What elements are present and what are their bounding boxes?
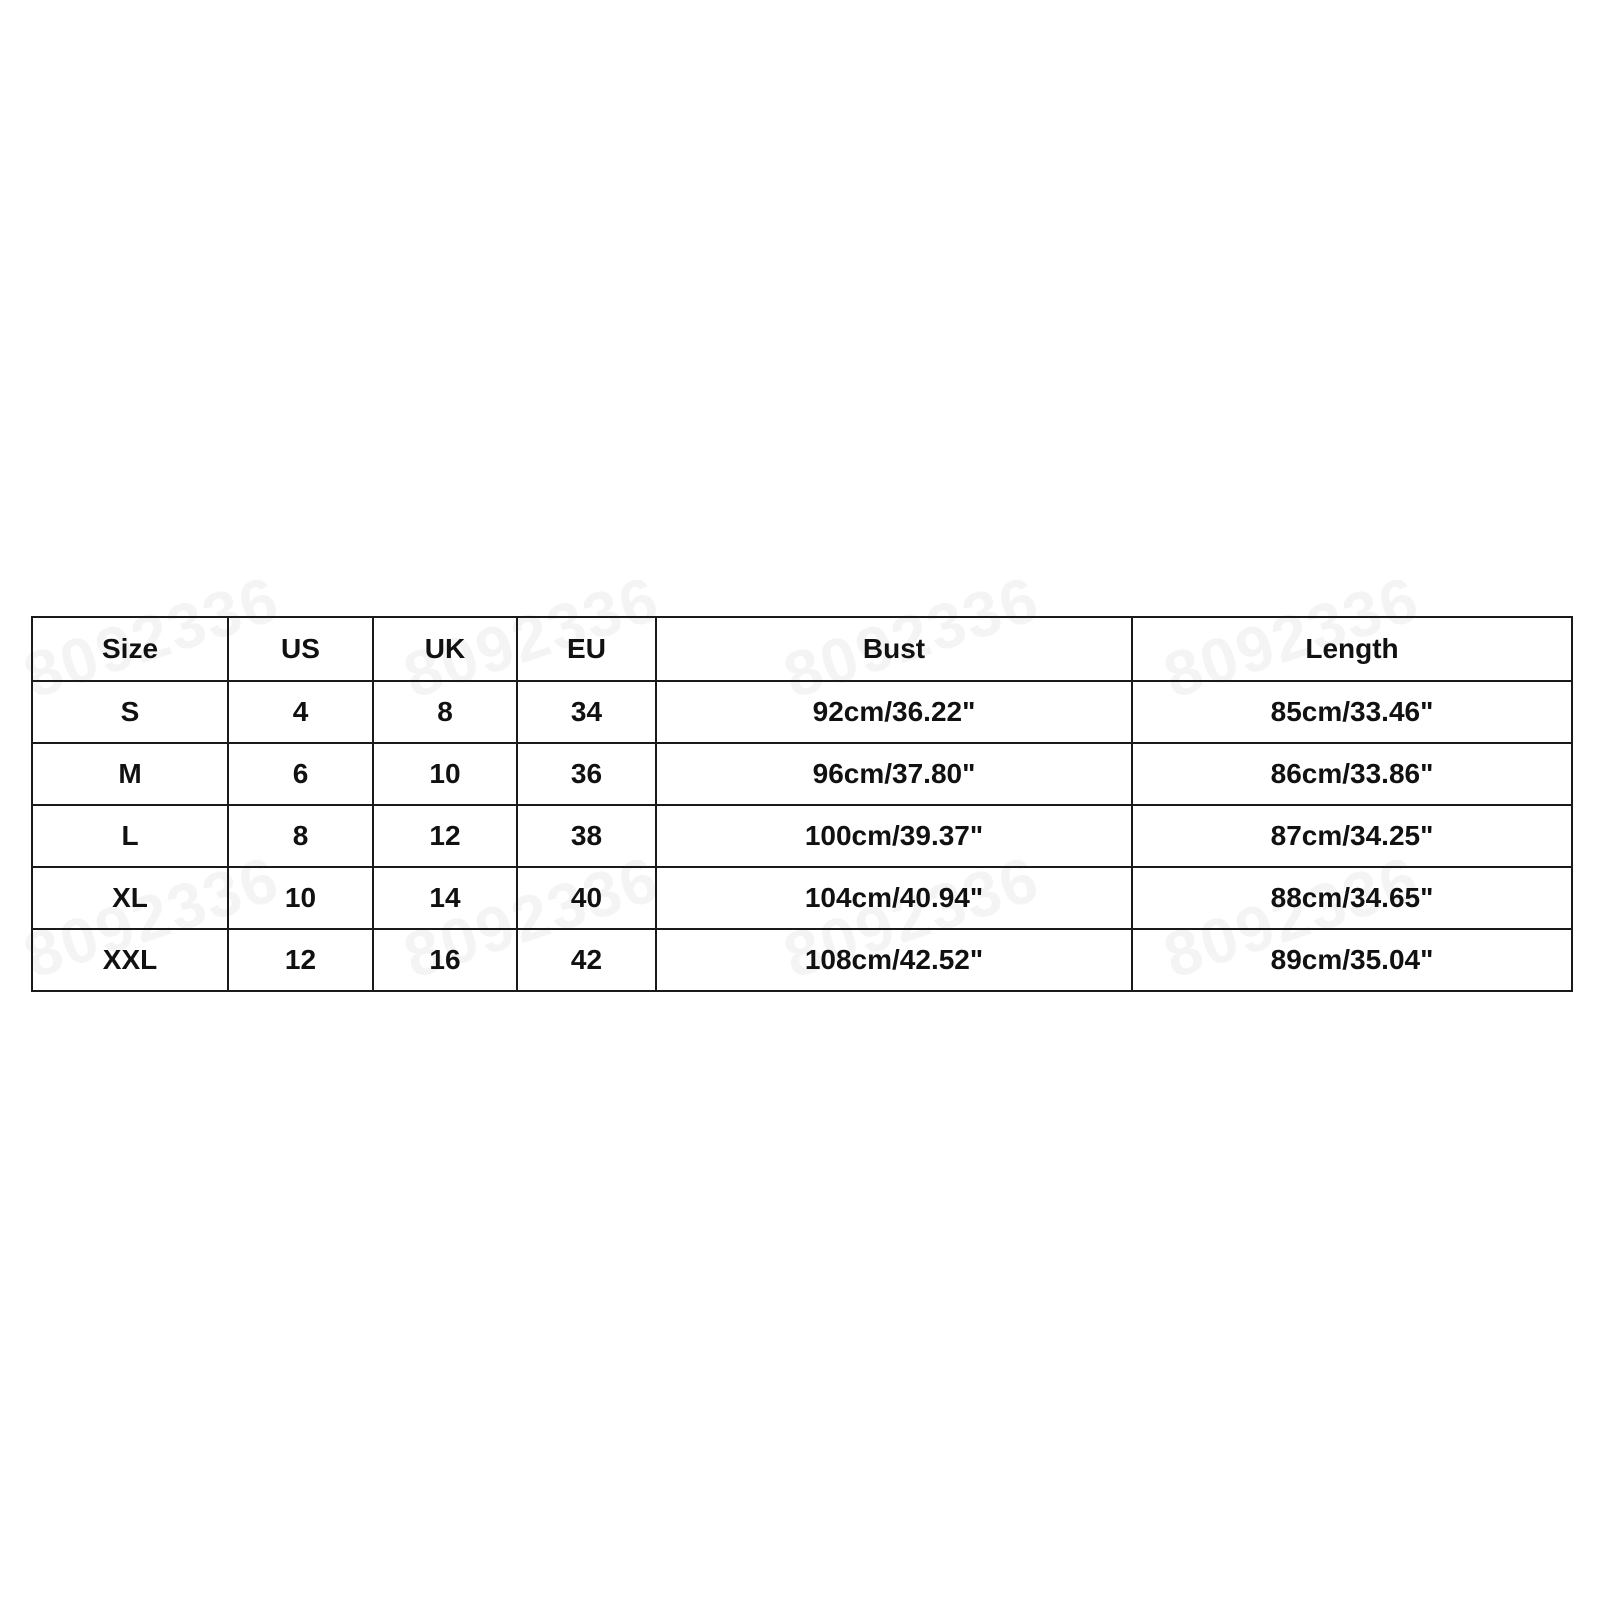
cell-length: 87cm/34.25" — [1132, 805, 1572, 867]
column-header-bust: Bust — [656, 617, 1132, 681]
cell-size: S — [32, 681, 228, 743]
table-row — [32, 743, 1572, 805]
cell-length: 85cm/33.46" — [1132, 681, 1572, 743]
cell-eu: 42 — [517, 929, 656, 991]
cell-eu: 38 — [517, 805, 656, 867]
cell-bust: 100cm/39.37" — [656, 805, 1132, 867]
cell-us: 10 — [228, 867, 373, 929]
cell-us: 4 — [228, 681, 373, 743]
cell-uk: 12 — [373, 805, 517, 867]
column-header-size: Size — [32, 617, 228, 681]
table-row — [32, 929, 1572, 991]
cell-length: 89cm/35.04" — [1132, 929, 1572, 991]
cell-bust: 108cm/42.52" — [656, 929, 1132, 991]
cell-eu: 40 — [517, 867, 656, 929]
cell-size: XL — [32, 867, 228, 929]
cell-uk: 8 — [373, 681, 517, 743]
cell-length: 88cm/34.65" — [1132, 867, 1572, 929]
cell-uk: 16 — [373, 929, 517, 991]
cell-eu: 36 — [517, 743, 656, 805]
column-header-uk: UK — [373, 617, 517, 681]
column-header-us: US — [228, 617, 373, 681]
cell-uk: 10 — [373, 743, 517, 805]
table-row — [32, 805, 1572, 867]
cell-us: 12 — [228, 929, 373, 991]
column-header-length: Length — [1132, 617, 1572, 681]
cell-size: XXL — [32, 929, 228, 991]
table-row — [32, 681, 1572, 743]
cell-size: L — [32, 805, 228, 867]
table-row — [32, 867, 1572, 929]
table-header-row — [32, 617, 1572, 681]
column-header-eu: EU — [517, 617, 656, 681]
cell-bust: 92cm/36.22" — [656, 681, 1132, 743]
cell-eu: 34 — [517, 681, 656, 743]
cell-bust: 104cm/40.94" — [656, 867, 1132, 929]
cell-length: 86cm/33.86" — [1132, 743, 1572, 805]
cell-us: 8 — [228, 805, 373, 867]
cell-size: M — [32, 743, 228, 805]
cell-bust: 96cm/37.80" — [656, 743, 1132, 805]
size-chart-table — [31, 616, 1573, 992]
cell-us: 6 — [228, 743, 373, 805]
cell-uk: 14 — [373, 867, 517, 929]
